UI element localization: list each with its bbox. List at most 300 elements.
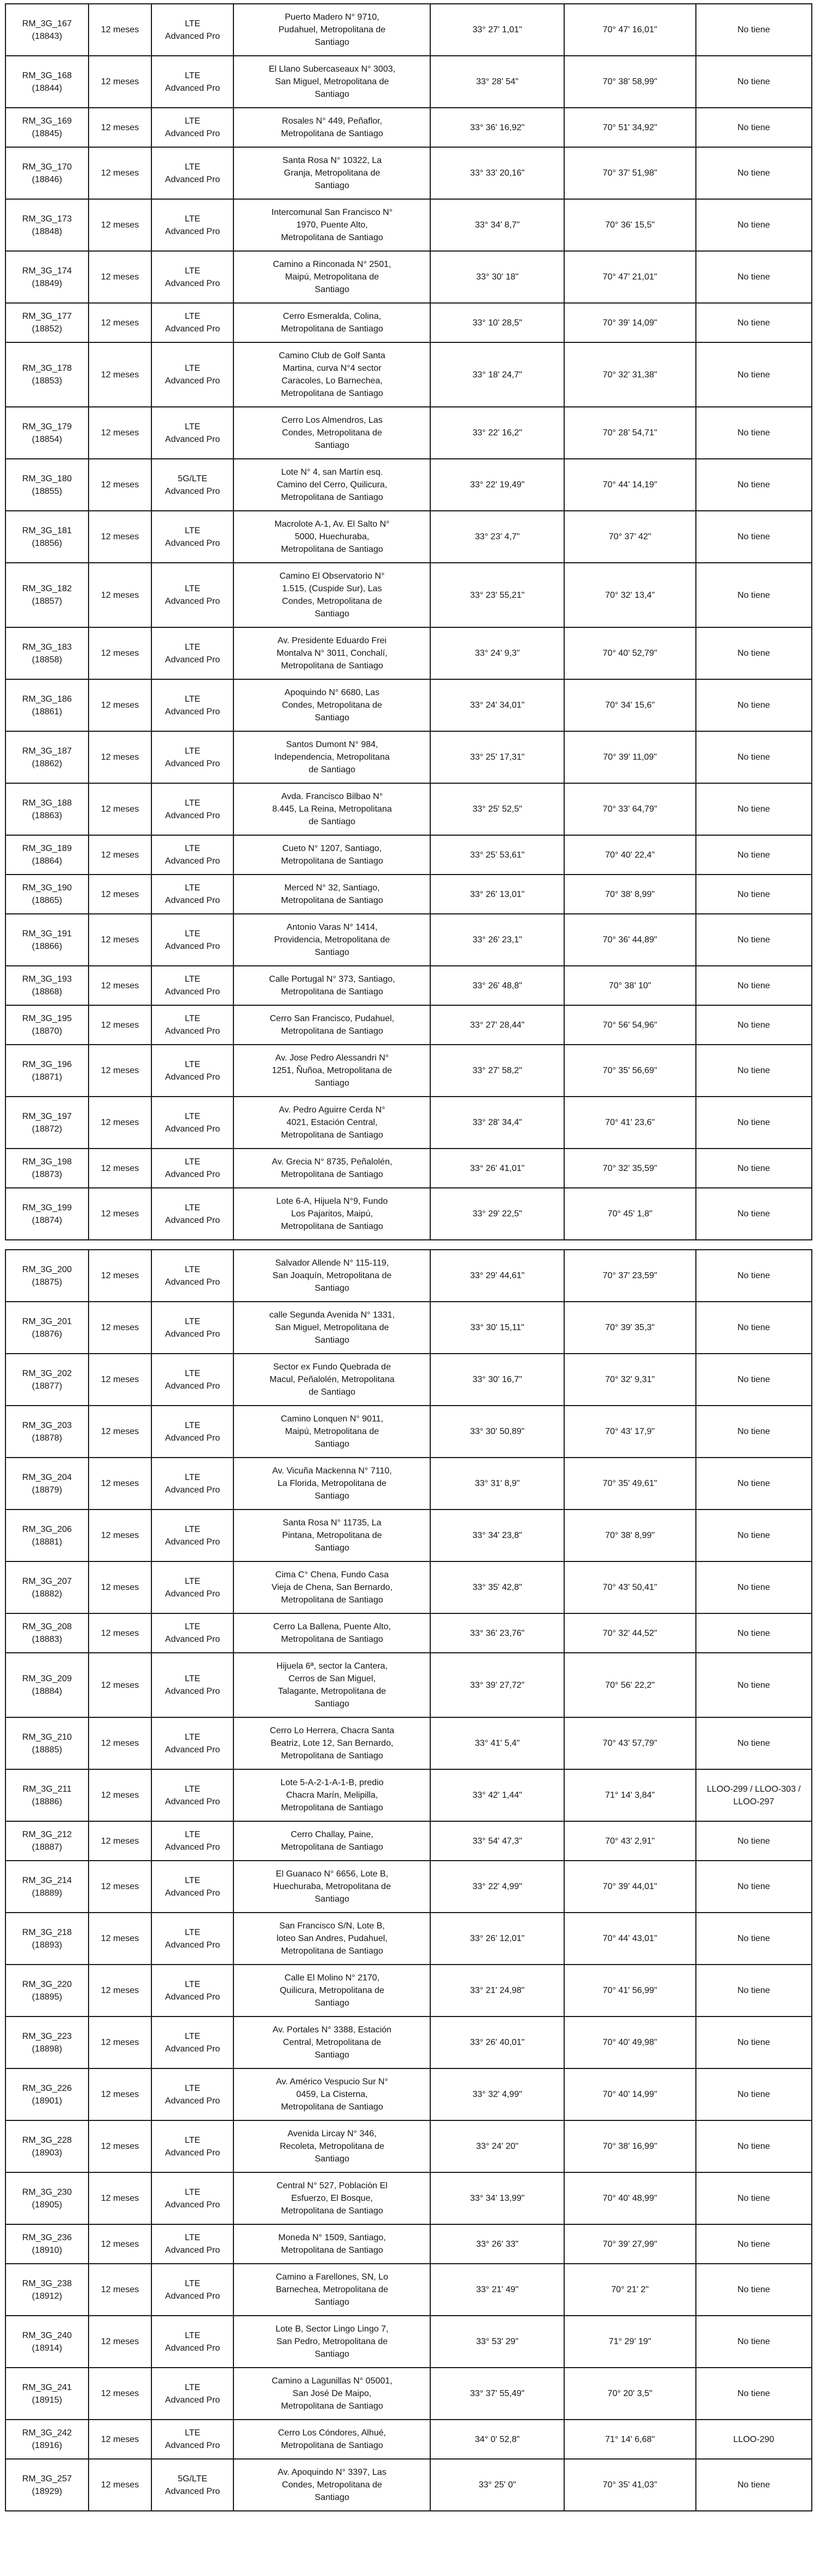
site-code: RM_3G_214 — [22, 1875, 72, 1885]
site-id-cell — [5, 783, 89, 835]
longitude-cell: 70° 39' 14,09" — [564, 303, 695, 342]
site-id-cell — [5, 1769, 89, 1821]
site-code: RM_3G_196 — [22, 1059, 72, 1069]
technology-cell — [151, 1861, 233, 1913]
address-text: Camino El Observatorio N° 1.515, (Cuspide Sur), Las Condes, Metropolitana de Santiago — [279, 572, 385, 619]
address-text: Camino a Rinconada N° 2501, Maipú, Metropolitana de Santiago — [273, 260, 391, 294]
duration-cell: 12 meses — [89, 303, 151, 342]
duration-cell: 12 meses — [89, 1769, 151, 1821]
technology-label: 5G/LTE Advanced Pro — [165, 2474, 220, 2496]
site-row — [5, 342, 812, 407]
related-cell: No tiene — [696, 1097, 812, 1149]
longitude-cell: 70° 20' 3,5" — [564, 2368, 695, 2420]
duration-cell: 12 meses — [89, 914, 151, 966]
site-row — [5, 1821, 812, 1861]
duration-cell: 12 meses — [89, 1149, 151, 1188]
address-cell — [233, 2172, 430, 2224]
technology-label: LTE Advanced Pro — [165, 312, 220, 334]
longitude-cell: 70° 32' 44,52" — [564, 1613, 695, 1653]
technology-cell — [151, 1821, 233, 1861]
site-code: RM_3G_242 — [22, 2428, 72, 2438]
site-id-cell — [5, 303, 89, 342]
technology-cell — [151, 1302, 233, 1354]
technology-label: LTE Advanced Pro — [165, 1576, 220, 1599]
address-text: Cerro San Francisco, Pudahuel, Metropolitana de Santiago — [270, 1014, 395, 1036]
site-id-cell — [5, 1045, 89, 1097]
technology-cell — [151, 2459, 233, 2511]
technology-cell — [151, 1406, 233, 1458]
site-id-cell — [5, 342, 89, 407]
site-number: (18866) — [32, 941, 62, 951]
address-cell — [233, 342, 430, 407]
technology-cell — [151, 1561, 233, 1613]
site-number: (18858) — [32, 655, 62, 665]
site-row — [5, 1613, 812, 1653]
site-code: RM_3G_220 — [22, 1979, 72, 1989]
duration-cell: 12 meses — [89, 1045, 151, 1097]
longitude-cell: 70° 56' 54,96" — [564, 1005, 695, 1045]
site-code: RM_3G_169 — [22, 116, 72, 126]
site-row — [5, 56, 812, 108]
longitude-cell: 70° 40' 14,99" — [564, 2068, 695, 2120]
address-text: Merced N° 32, Santiago, Metropolitana de Santiago — [280, 883, 383, 905]
related-cell: No tiene — [696, 1005, 812, 1045]
site-number: (18886) — [32, 1797, 62, 1806]
site-code: RM_3G_238 — [22, 2278, 72, 2288]
technology-label: LTE Advanced Pro — [165, 1264, 220, 1287]
related-cell: No tiene — [696, 1613, 812, 1653]
site-id-cell — [5, 1861, 89, 1913]
address-cell — [233, 2459, 430, 2511]
longitude-cell: 70° 39' 11,09" — [564, 731, 695, 783]
technology-cell — [151, 56, 233, 108]
duration-cell: 12 meses — [89, 2016, 151, 2068]
address-cell — [233, 1510, 430, 1561]
related-cell: LLOO-290 — [696, 2420, 812, 2459]
site-code: RM_3G_202 — [22, 1368, 72, 1378]
site-row — [5, 783, 812, 835]
site-id-cell — [5, 1613, 89, 1653]
longitude-cell: 70° 33' 64,79" — [564, 783, 695, 835]
site-code: RM_3G_212 — [22, 1830, 72, 1839]
technology-cell — [151, 1965, 233, 2016]
site-id-cell — [5, 407, 89, 459]
site-code: RM_3G_195 — [22, 1014, 72, 1023]
site-code: RM_3G_170 — [22, 162, 72, 172]
latitude-cell: 33° 25' 52,5" — [430, 783, 564, 835]
duration-cell: 12 meses — [89, 1653, 151, 1717]
address-cell — [233, 511, 430, 563]
related-cell: No tiene — [696, 2224, 812, 2264]
page-break — [5, 1240, 812, 1249]
address-cell — [233, 1653, 430, 1717]
longitude-cell: 70° 40' 52,79" — [564, 627, 695, 679]
sites-table-body-2 — [5, 1250, 812, 2511]
longitude-cell: 70° 44' 43,01" — [564, 1913, 695, 1965]
site-id-cell — [5, 2068, 89, 2120]
address-cell — [233, 4, 430, 56]
longitude-cell: 70° 34' 15,6" — [564, 679, 695, 731]
duration-cell: 12 meses — [89, 679, 151, 731]
duration-cell: 12 meses — [89, 2120, 151, 2172]
duration-cell: 12 meses — [89, 108, 151, 147]
latitude-cell: 33° 42' 1,44" — [430, 1769, 564, 1821]
related-cell: No tiene — [696, 407, 812, 459]
longitude-cell: 71° 14' 6,68" — [564, 2420, 695, 2459]
related-cell: No tiene — [696, 1458, 812, 1510]
latitude-cell: 33° 37' 55,49" — [430, 2368, 564, 2420]
site-row — [5, 1250, 812, 1302]
site-number: (18912) — [32, 2291, 62, 2301]
site-code: RM_3G_198 — [22, 1157, 72, 1167]
site-number: (18854) — [32, 434, 62, 444]
site-row — [5, 875, 812, 914]
duration-cell: 12 meses — [89, 511, 151, 563]
technology-cell — [151, 679, 233, 731]
duration-cell: 12 meses — [89, 2264, 151, 2316]
site-number: (18905) — [32, 2200, 62, 2210]
address-text: Avenida Lircay N° 346, Recoleta, Metropolitana de Santiago — [279, 2129, 384, 2164]
address-text: Puerto Madero N° 9710, Pudahuel, Metropolitana de Santiago — [278, 13, 386, 47]
site-row — [5, 2224, 812, 2264]
technology-cell — [151, 108, 233, 147]
latitude-cell: 33° 21' 24,98" — [430, 1965, 564, 2016]
site-number: (18849) — [32, 278, 62, 288]
technology-label: LTE Advanced Pro — [165, 975, 220, 996]
site-id-cell — [5, 199, 89, 251]
technology-label: LTE Advanced Pro — [165, 1979, 220, 2002]
duration-cell: 12 meses — [89, 56, 151, 108]
longitude-cell: 70° 43' 50,41" — [564, 1561, 695, 1613]
site-code: RM_3G_240 — [22, 2330, 72, 2340]
site-number: (18877) — [32, 1381, 62, 1391]
address-cell — [233, 251, 430, 303]
address-text: Calle Portugal N° 373, Santiago, Metropolitana de Santiago — [269, 975, 395, 996]
related-cell: No tiene — [696, 563, 812, 627]
site-number: (18873) — [32, 1170, 62, 1179]
duration-cell: 12 meses — [89, 1188, 151, 1240]
longitude-cell: 70° 45' 1,8" — [564, 1188, 695, 1240]
longitude-cell: 70° 44' 14,19" — [564, 459, 695, 511]
address-cell — [233, 875, 430, 914]
latitude-cell: 33° 18' 24,7" — [430, 342, 564, 407]
technology-cell — [151, 199, 233, 251]
latitude-cell: 33° 30' 15,11" — [430, 1302, 564, 1354]
site-id-cell — [5, 2016, 89, 2068]
site-row — [5, 1188, 812, 1240]
site-number: (18884) — [32, 1687, 62, 1696]
duration-cell: 12 meses — [89, 966, 151, 1005]
site-number: (18856) — [32, 538, 62, 548]
technology-cell — [151, 1188, 233, 1240]
site-number: (18901) — [32, 2096, 62, 2106]
latitude-cell: 33° 30' 18" — [430, 251, 564, 303]
address-cell — [233, 407, 430, 459]
address-cell — [233, 108, 430, 147]
site-row — [5, 2016, 812, 2068]
technology-cell — [151, 459, 233, 511]
technology-label: LTE Advanced Pro — [165, 266, 220, 288]
site-code: RM_3G_181 — [22, 526, 72, 535]
address-text: San Francisco S/N, Lote B, loteo San Andres, Pudahuel, Metropolitana de Santiago — [276, 1921, 388, 1956]
longitude-cell: 70° 56' 22,2" — [564, 1653, 695, 1717]
site-row — [5, 835, 812, 875]
latitude-cell: 33° 34' 13,99" — [430, 2172, 564, 2224]
longitude-cell: 70° 39' 35,3" — [564, 1302, 695, 1354]
related-cell: No tiene — [696, 56, 812, 108]
longitude-cell: 70° 51' 34,92" — [564, 108, 695, 147]
related-cell: No tiene — [696, 875, 812, 914]
site-number: (18855) — [32, 486, 62, 496]
related-cell: No tiene — [696, 2459, 812, 2511]
latitude-cell: 33° 53' 29" — [430, 2316, 564, 2368]
site-code: RM_3G_187 — [22, 746, 72, 756]
address-cell — [233, 1188, 430, 1240]
address-cell — [233, 1821, 430, 1861]
address-cell — [233, 1717, 430, 1769]
related-cell: No tiene — [696, 1510, 812, 1561]
technology-cell — [151, 147, 233, 199]
site-code: RM_3G_211 — [22, 1784, 72, 1794]
address-cell — [233, 1354, 430, 1406]
latitude-cell: 33° 26' 12,01" — [430, 1913, 564, 1965]
technology-label: LTE Advanced Pro — [165, 162, 220, 184]
address-cell — [233, 563, 430, 627]
longitude-cell: 70° 35' 41,03" — [564, 2459, 695, 2511]
address-cell — [233, 914, 430, 966]
duration-cell: 12 meses — [89, 2420, 151, 2459]
duration-cell: 12 meses — [89, 1458, 151, 1510]
address-text: Moneda N° 1509, Santiago, Metropolitana de Santiago — [278, 2233, 386, 2255]
site-number: (18879) — [32, 1485, 62, 1495]
related-cell: No tiene — [696, 4, 812, 56]
site-number: (18872) — [32, 1124, 62, 1134]
related-cell: No tiene — [696, 199, 812, 251]
site-row — [5, 2459, 812, 2511]
address-text: Cerro Challay, Paine, Metropolitana de Santiago — [280, 1830, 383, 1852]
latitude-cell: 33° 23' 55,21" — [430, 563, 564, 627]
site-row — [5, 1097, 812, 1149]
site-id-cell — [5, 1561, 89, 1613]
longitude-cell: 70° 43' 17,9" — [564, 1406, 695, 1458]
site-row — [5, 251, 812, 303]
technology-label: LTE Advanced Pro — [165, 844, 220, 866]
related-cell: No tiene — [696, 1188, 812, 1240]
duration-cell: 12 meses — [89, 407, 151, 459]
site-id-cell — [5, 459, 89, 511]
site-code: RM_3G_174 — [22, 266, 72, 276]
duration-cell: 12 meses — [89, 835, 151, 875]
technology-label: LTE Advanced Pro — [165, 584, 220, 606]
technology-label: LTE Advanced Pro — [165, 746, 220, 768]
technology-label: LTE Advanced Pro — [165, 1622, 220, 1644]
technology-cell — [151, 875, 233, 914]
technology-label: LTE Advanced Pro — [165, 364, 220, 386]
address-cell — [233, 1458, 430, 1510]
site-number: (18861) — [32, 707, 62, 716]
latitude-cell: 33° 29' 22,5" — [430, 1188, 564, 1240]
related-cell: No tiene — [696, 2120, 812, 2172]
latitude-cell: 33° 39' 27,72" — [430, 1653, 564, 1717]
site-row — [5, 1510, 812, 1561]
longitude-cell: 70° 43' 57,79" — [564, 1717, 695, 1769]
related-cell: No tiene — [696, 1045, 812, 1097]
address-text: Sector ex Fundo Quebrada de Macul, Peñalolén, Metropolitana de Santiago — [270, 1362, 395, 1397]
address-cell — [233, 1097, 430, 1149]
latitude-cell: 33° 30' 50,89" — [430, 1406, 564, 1458]
address-cell — [233, 459, 430, 511]
site-code: RM_3G_230 — [22, 2187, 72, 2197]
site-row — [5, 1045, 812, 1097]
site-row — [5, 147, 812, 199]
longitude-cell: 70° 35' 49,61" — [564, 1458, 695, 1510]
technology-cell — [151, 835, 233, 875]
technology-cell — [151, 2316, 233, 2368]
longitude-cell: 70° 32' 31,38" — [564, 342, 695, 407]
site-code: RM_3G_223 — [22, 2031, 72, 2041]
site-id-cell — [5, 731, 89, 783]
site-id-cell — [5, 2120, 89, 2172]
duration-cell: 12 meses — [89, 2459, 151, 2511]
technology-label: LTE Advanced Pro — [165, 1732, 220, 1755]
site-number: (18885) — [32, 1745, 62, 1755]
longitude-cell: 70° 40' 22,4" — [564, 835, 695, 875]
longitude-cell: 70° 38' 10" — [564, 966, 695, 1005]
site-row — [5, 4, 812, 56]
address-cell — [233, 1561, 430, 1613]
site-code: RM_3G_186 — [22, 694, 72, 704]
site-id-cell — [5, 2224, 89, 2264]
site-code: RM_3G_209 — [22, 1674, 72, 1683]
site-code: RM_3G_257 — [22, 2474, 72, 2484]
address-text: Intercomunal San Francisco N° 1970, Puente Alto, Metropolitana de Santiago — [271, 208, 393, 242]
address-cell — [233, 2068, 430, 2120]
site-code: RM_3G_228 — [22, 2135, 72, 2145]
technology-label: LTE Advanced Pro — [165, 2382, 220, 2405]
site-code: RM_3G_179 — [22, 422, 72, 432]
sites-table-page-2 — [5, 1249, 812, 2511]
site-id-cell — [5, 2264, 89, 2316]
site-number: (18843) — [32, 31, 62, 41]
site-code: RM_3G_218 — [22, 1927, 72, 1937]
longitude-cell: 70° 36' 15,5" — [564, 199, 695, 251]
site-number: (18881) — [32, 1537, 62, 1547]
duration-cell: 12 meses — [89, 875, 151, 914]
address-text: Calle El Molino N° 2170, Quilicura, Metropolitana de Santiago — [279, 1973, 384, 2008]
site-row — [5, 1354, 812, 1406]
latitude-cell: 33° 24' 9,3" — [430, 627, 564, 679]
site-code: RM_3G_167 — [22, 19, 72, 28]
duration-cell: 12 meses — [89, 199, 151, 251]
related-cell: No tiene — [696, 1354, 812, 1406]
longitude-cell: 70° 39' 27,99" — [564, 2224, 695, 2264]
related-cell: No tiene — [696, 966, 812, 1005]
site-row — [5, 731, 812, 783]
address-cell — [233, 199, 430, 251]
address-cell — [233, 303, 430, 342]
technology-label: LTE Advanced Pro — [165, 1524, 220, 1547]
site-id-cell — [5, 835, 89, 875]
latitude-cell: 34° 0' 52,8" — [430, 2420, 564, 2459]
longitude-cell: 70° 41' 23,6" — [564, 1097, 695, 1149]
related-cell: No tiene — [696, 783, 812, 835]
related-cell: No tiene — [696, 2368, 812, 2420]
related-cell: LLOO-299 / LLOO-303 / LLOO-297 — [696, 1769, 812, 1821]
address-text: Av. Apoquindo N° 3397, Las Condes, Metropolitana de Santiago — [277, 2468, 386, 2502]
duration-cell: 12 meses — [89, 1097, 151, 1149]
address-text: Cerro Esmeralda, Colina, Metropolitana de Santiago — [280, 312, 383, 334]
related-cell: No tiene — [696, 679, 812, 731]
address-cell — [233, 1861, 430, 1913]
address-cell — [233, 835, 430, 875]
site-row — [5, 407, 812, 459]
technology-label: LTE Advanced Pro — [165, 2135, 220, 2158]
address-text: Camino Lonquen N° 9011, Maipú, Metropolitana de Santiago — [280, 1414, 384, 1449]
address-cell — [233, 966, 430, 1005]
related-cell: No tiene — [696, 1302, 812, 1354]
technology-label: LTE Advanced Pro — [165, 2233, 220, 2255]
site-id-cell — [5, 875, 89, 914]
address-cell — [233, 2368, 430, 2420]
site-number: (18882) — [32, 1589, 62, 1599]
address-text: Av. Vicuña Mackenna N° 7110, La Florida, Metropolitana de Santiago — [272, 1466, 392, 1501]
longitude-cell: 70° 21' 2" — [564, 2264, 695, 2316]
longitude-cell: 70° 43' 2,91" — [564, 1821, 695, 1861]
technology-cell — [151, 1653, 233, 1717]
site-id-cell — [5, 679, 89, 731]
address-text: Central N° 527, Población El Esfuerzo, El Bosque, Metropolitana de Santiago — [276, 2181, 388, 2216]
technology-cell — [151, 2120, 233, 2172]
address-cell — [233, 1045, 430, 1097]
site-id-cell — [5, 511, 89, 563]
site-number: (18910) — [32, 2246, 62, 2255]
duration-cell: 12 meses — [89, 1821, 151, 1861]
related-cell: No tiene — [696, 511, 812, 563]
address-cell — [233, 1250, 430, 1302]
address-cell — [233, 1613, 430, 1653]
related-cell: No tiene — [696, 251, 812, 303]
technology-cell — [151, 1250, 233, 1302]
duration-cell: 12 meses — [89, 1913, 151, 1965]
technology-cell — [151, 511, 233, 563]
address-cell — [233, 1769, 430, 1821]
technology-cell — [151, 966, 233, 1005]
site-row — [5, 1653, 812, 1717]
address-text: Santa Rosa N° 11735, La Pintana, Metropolitana de Santiago — [282, 1518, 382, 1553]
technology-label: LTE Advanced Pro — [165, 1674, 220, 1696]
latitude-cell: 33° 30' 16,7" — [430, 1354, 564, 1406]
related-cell: No tiene — [696, 2016, 812, 2068]
site-number: (18876) — [32, 1329, 62, 1339]
duration-cell: 12 meses — [89, 1965, 151, 2016]
site-row — [5, 108, 812, 147]
site-number: (18875) — [32, 1277, 62, 1287]
site-number: (18893) — [32, 1940, 62, 1950]
technology-cell — [151, 1769, 233, 1821]
technology-label: LTE Advanced Pro — [165, 1059, 220, 1082]
site-row — [5, 679, 812, 731]
site-id-cell — [5, 563, 89, 627]
latitude-cell: 33° 25' 0" — [430, 2459, 564, 2511]
site-code: RM_3G_188 — [22, 798, 72, 808]
site-id-cell — [5, 1188, 89, 1240]
latitude-cell: 33° 24' 34,01" — [430, 679, 564, 731]
technology-label: LTE Advanced Pro — [165, 1203, 220, 1225]
site-number: (18857) — [32, 597, 62, 606]
longitude-cell: 70° 32' 9,31" — [564, 1354, 695, 1406]
site-number: (18871) — [32, 1072, 62, 1082]
site-id-cell — [5, 1005, 89, 1045]
